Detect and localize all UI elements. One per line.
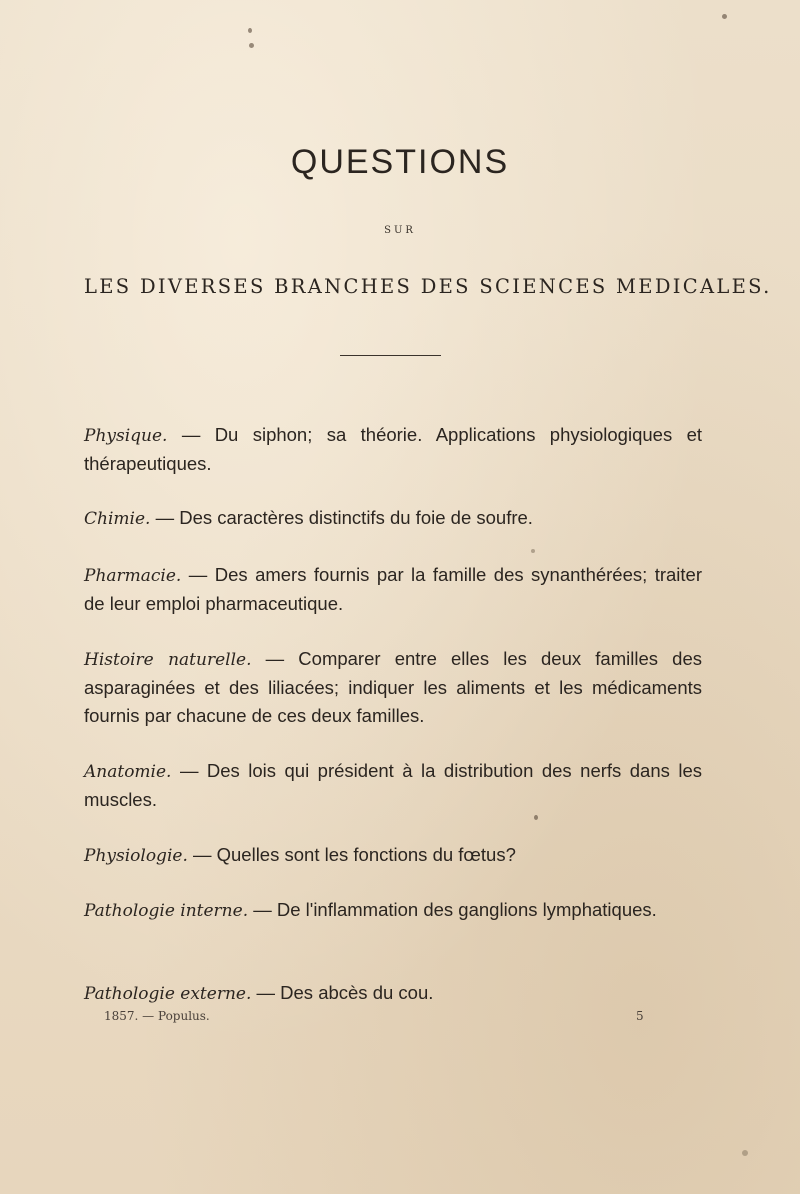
ink-spot (722, 14, 727, 19)
sheet-number: 5 (636, 1009, 644, 1023)
ink-spot (742, 1150, 748, 1156)
question-label: Anatomie. (84, 762, 172, 782)
ink-spot (249, 43, 254, 48)
question-chimie (84, 504, 702, 533)
question-label: Chimie. (84, 509, 151, 529)
page-title: QUESTIONS (290, 143, 510, 181)
ink-spot (534, 815, 538, 820)
question-label: Pathologie externe. (84, 984, 252, 1004)
printer-signature: 1857. — Populus. (104, 1009, 210, 1023)
question-text: — Du siphon; sa théorie. Applications physiologiques et thérapeutiques. (84, 424, 702, 474)
question-text: — Des amers fournis par la famille des synanthérées; traiter de leur emploi pharmaceutique. (84, 564, 703, 614)
question-pathologie-externe (84, 979, 702, 1008)
question-histoire-naturelle (84, 645, 702, 730)
question-anatomie (84, 757, 702, 814)
question-text: — Des lois qui président à la distribution des nerfs dans les muscles. (84, 760, 702, 810)
question-text: — Comparer entre elles les deux familles des asparaginées et des liliacées; indiquer les aliments et les médicaments fournis par chacune de ces deux familles. (84, 648, 702, 726)
section-divider (340, 355, 441, 356)
page-subtitle: LES DIVERSES BRANCHES DES SCIENCES MEDICALES. (84, 275, 772, 298)
question-label: Pathologie interne. (84, 901, 249, 921)
question-text: — Des caractères distinctifs du foie de soufre. (155, 507, 533, 528)
question-text: — Des abcès du cou. (256, 982, 434, 1003)
ink-spot (248, 28, 252, 33)
question-physique (84, 421, 702, 478)
question-pharmacie (84, 561, 702, 618)
ink-spot (531, 549, 535, 553)
question-pathologie-interne (84, 896, 702, 925)
question-text: — De l'inflammation des ganglions lymphatiques. (253, 899, 657, 920)
question-label: Pharmacie. (84, 566, 182, 586)
question-physiologie (84, 841, 702, 870)
title-connector: SUR (384, 225, 416, 236)
question-label: Physiologie. (84, 846, 188, 866)
question-label: Physique. (84, 426, 168, 446)
question-text: — Quelles sont les fonctions du fœtus? (192, 844, 516, 865)
question-label: Histoire naturelle. (84, 650, 252, 670)
